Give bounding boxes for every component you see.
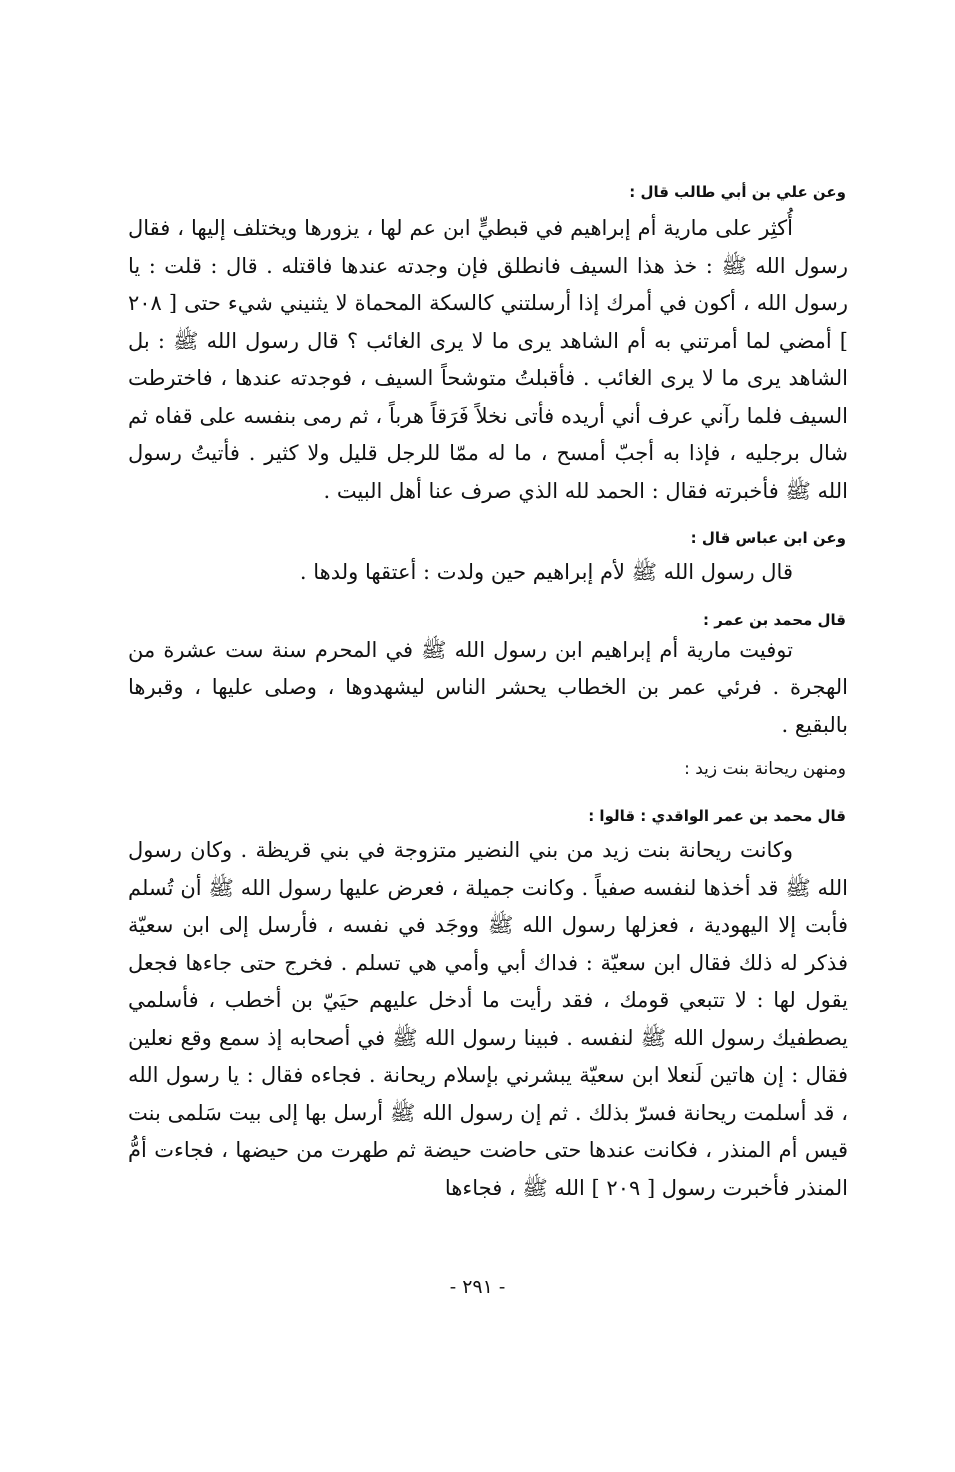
section-intro-rayhana: ومنهن ريحانة بنت زيد :: [684, 759, 846, 779]
paragraph-ibn-abbas: قال رسول الله ﷺ لأم إبراهيم حين ولدت : أعتقها ولدها .: [299, 560, 793, 584]
book-page: [128, 170, 848, 1320]
page-number: - ٢٩١ -: [449, 1276, 506, 1298]
paragraph-muhammad: توفيت مارية أم إبراهيم ابن رسول الله ﷺ في المحرم سنة ست عشرة من الهجرة . فرئي عمر بن الخطاب يحشر الناس ليشهدوها ، وصلى عليها ، وقبرها بالبقيع .: [128, 637, 848, 737]
paragraph-waqidi: وكانت ريحانة بنت زيد من بني النضير متزوجة في بني قريظة . وكان رسول الله ﷺ قد أخذها لنفسه صفياً . وكانت جميلة ، فعرض عليها رسول الله ﷺ أن تُسلم فأبت إلا اليهودية ، فعزلها رسول الله ﷺ ووجَد في نفسه ، فأرسل إلى ابن سعيّة فذكر له ذلك فقال ابن سعيّة : فداك أبي وأمي هي تسلم . فخرج حتى جاءها فجعل يقول لها : لا تتبعي قومك ، فقد رأيت ما أدخل عليهم حيَيّ بن أخطب ، فأسلمي يصطفيك رسول الله ﷺ لنفسه . فبينا رسول الله ﷺ في أصحابه إذ سمع وقع نعلين فقال : إن هاتين لَنعلا ابن سعيّة يبشرني بإسلام ريحانة . فجاءه فقال : يا رسول الله ، قد أسلمت ريحانة فسرّ بذلك . ثم إن رسول الله ﷺ أرسل بها إلى بيت سَلمى بنت قيس أم المنذر ، فكانت عندها حتى حاضت حيضة ثم طهرت من حيضها ، فجاءت أمُّ المنذر فأخبرت رسول [ ٢٠٩ ] الله ﷺ ، فجاءها: [128, 838, 849, 1200]
paragraph-ali: أُكثِر على مارية أم إبراهيم في قبطيٍّ ابن عم لها ، يزورها ويختلف إليها ، فقال رسول الله ﷺ : خذ هذا السيف فانطلق فإن وجدته عندها فاقتله . قال : قلت : يا رسول الله ، أكون في أمرك إذا أرسلتني كالسكة المحماة لا يثنيني شيء حتى [ ٢٠٨ ] أمضي لما أمرتني به أم الشاهد يرى ما لا يرى الغائب ؟ قال رسول الله ﷺ : بل الشاهد يرى ما لا يرى الغائب . فأقبلتُ متوشحاً السيف ، فوجدته عندها ، فاخترطت السيف فلما رآني عرف أني أريده فأتى نخلاً فَرَقاً هرباً ، ثم رمى بنفسه على قفاه ثم شال برجليه ، فإذا به أجبّ أمسح ، ما له ممّا للرجل قليل ولا كثير . فأتيتُ رسول الله ﷺ فأخبرته فقال : الحمد لله الذي صرف عنا أهل البيت .: [128, 216, 848, 503]
section-heading-ali: وعن علي بن أبي طالب قال :: [629, 183, 846, 201]
section-heading-muhammad: قال محمد بن عمر :: [703, 610, 846, 629]
section-heading-waqidi: قال محمد بن عمر الواقدي : قالوا :: [588, 807, 846, 825]
section-heading-ibn-abbas: وعن ابن عباس قال :: [690, 529, 846, 547]
